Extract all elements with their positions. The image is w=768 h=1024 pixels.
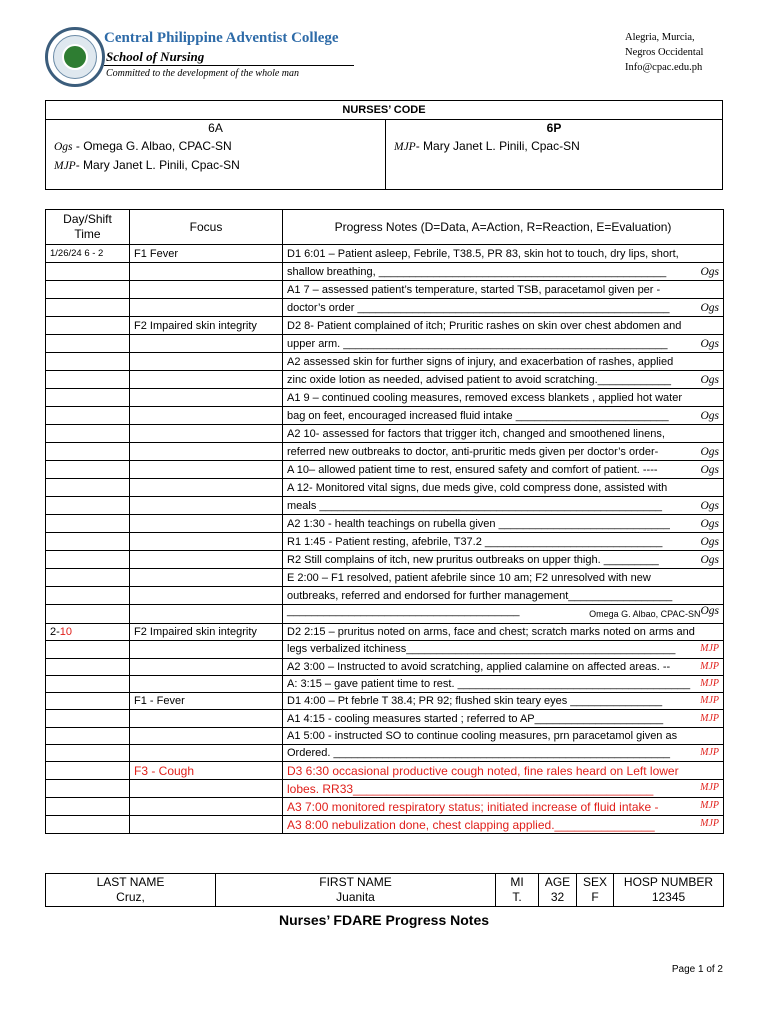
table-row — [46, 693, 724, 710]
progress-note-cell — [283, 710, 724, 727]
focus-cell — [130, 745, 283, 762]
focus-cell — [130, 569, 283, 587]
note-text: D3 6:30 occasional productive cough noted, fine rales heard on Left lower — [287, 763, 679, 778]
note-text: R1 1:45 - Patient resting, afebrile, T37.2 _____________________________ — [287, 535, 663, 548]
table-row — [46, 727, 724, 744]
note-text: A 12- Monitored vital signs, due meds give, cold compress done, assisted with — [287, 481, 668, 494]
focus-cell — [130, 497, 283, 515]
progress-note-cell — [283, 425, 724, 443]
day-shift-cell — [46, 263, 130, 281]
sex-cell: SEX F — [577, 874, 614, 907]
note-text: A: 3:15 – gave patient time to rest. ______________________________________ — [287, 678, 691, 691]
nurse-signature-initials: Ogs — [700, 373, 719, 386]
progress-note-cell — [283, 587, 724, 605]
note-text: A1 4:15 - cooling measures started ; referred to AP_____________________ — [287, 712, 664, 725]
note-text: Ordered. _______________________________________________________ — [287, 747, 670, 760]
day-shift-cell — [46, 389, 130, 407]
nurse-signature-initials: Ogs — [700, 535, 719, 548]
nurses-code-title: NURSES’ CODE — [46, 101, 722, 120]
day-shift-cell — [46, 317, 130, 335]
note-text: meals ________________________________________________________ — [287, 499, 662, 512]
progress-note-cell — [283, 263, 724, 281]
note-text: A2 assessed skin for further signs of injury, and exacerbation of rashes, applied — [287, 355, 674, 368]
progress-note-cell — [283, 371, 724, 389]
note-text: A1 5:00 - instructed SO to continue cooling measures, prn paracetamol given as — [287, 729, 678, 742]
day-shift-cell — [46, 745, 130, 762]
nurse-signature-initials: MJP — [700, 799, 719, 811]
day-shift-cell — [46, 624, 130, 641]
focus-cell — [130, 551, 283, 569]
progress-note-cell — [283, 745, 724, 762]
focus-cell — [130, 281, 283, 299]
focus-cell — [130, 407, 283, 425]
table-row — [46, 299, 724, 317]
progress-note-cell — [283, 762, 724, 780]
table-row — [46, 443, 724, 461]
focus-cell — [130, 479, 283, 497]
day-shift-cell — [46, 710, 130, 727]
progress-note-cell — [283, 281, 724, 299]
progress-note-cell — [283, 780, 724, 798]
address-email: Info@cpac.edu.ph — [625, 62, 703, 73]
focus-cell — [130, 425, 283, 443]
progress-note-cell — [283, 407, 724, 425]
address-line: Alegria, Murcia, — [625, 32, 695, 43]
note-text: zinc oxide lotion as needed, advised patient to avoid scratching.____________ — [287, 373, 672, 386]
note-text: bag on feet, encouraged increased fluid intake _________________________ — [287, 409, 669, 422]
table-row — [46, 281, 724, 299]
focus-cell — [130, 335, 283, 353]
focus-cell — [130, 389, 283, 407]
nurse-signature-initials: MJP — [700, 817, 719, 829]
day-shift-time-header: Day/Shift Time — [46, 210, 130, 245]
day-shift-cell — [46, 798, 130, 816]
table-row — [46, 710, 724, 727]
nurse-initials: MJP — [54, 160, 76, 172]
table-row — [46, 317, 724, 335]
table-row — [46, 245, 724, 263]
note-text: A1 9 – continued cooling measures, removed excess blankets , applied hot water — [287, 391, 683, 404]
day-shift-cell — [46, 461, 130, 479]
table-row — [46, 658, 724, 675]
nurse-signature-initials: Ogs — [700, 445, 719, 458]
table-row — [46, 497, 724, 515]
table-row — [46, 263, 724, 281]
day-shift-cell — [46, 371, 130, 389]
table-row — [46, 551, 724, 569]
nurse-signature-initials: MJP — [700, 712, 719, 724]
focus-cell — [130, 299, 283, 317]
progress-note-cell — [283, 727, 724, 744]
progress-note-cell — [283, 641, 724, 658]
table-row — [46, 780, 724, 798]
day-shift-cell — [46, 353, 130, 371]
table-row — [46, 389, 724, 407]
focus-cell — [130, 780, 283, 798]
note-text: A2 1:30 - health teachings on rubella given ____________________________ — [287, 517, 670, 530]
focus-cell — [130, 443, 283, 461]
note-text: upper arm. _____________________________________________________ — [287, 337, 668, 350]
table-row — [46, 605, 724, 624]
focus-cell: F1 - Fever — [130, 693, 283, 710]
shift-6a-column — [46, 120, 386, 189]
progress-note-cell — [283, 551, 724, 569]
table-row — [46, 675, 724, 692]
table-row — [46, 515, 724, 533]
middle-initial-cell: MI T. — [496, 874, 539, 907]
day-shift-cell — [46, 816, 130, 834]
shift-label: 6P — [546, 121, 562, 135]
shift-start: 2- — [50, 626, 60, 639]
last-name-cell: LAST NAME Cruz, — [46, 874, 216, 907]
nurse-name: - Mary Janet L. Pinili, Cpac-SN — [75, 158, 240, 172]
progress-note-cell — [283, 605, 724, 624]
focus-cell — [130, 587, 283, 605]
focus-cell — [130, 263, 283, 281]
focus-cell — [130, 658, 283, 675]
nurse-signature-initials: Ogs — [700, 301, 719, 314]
day-shift-cell: 1/26/24 6 - 2 — [46, 245, 130, 263]
page-number: Page 1 of 2 — [671, 964, 723, 975]
progress-notes-header: Progress Notes (D=Data, A=Action, R=Reaction, E=Evaluation) — [283, 210, 724, 245]
day-shift-cell — [46, 497, 130, 515]
day-shift-cell — [46, 425, 130, 443]
day-shift-cell — [46, 727, 130, 744]
day-shift-cell — [46, 587, 130, 605]
nurse-signature-initials: Ogs — [700, 409, 719, 422]
day-shift-cell — [46, 780, 130, 798]
day-shift-cell — [46, 407, 130, 425]
nurse-signature-initials: MJP — [700, 643, 719, 655]
nurse-signature-initials: MJP — [700, 678, 719, 690]
college-name: Central Philippine Adventist College — [104, 30, 339, 46]
progress-note-cell — [283, 299, 724, 317]
progress-note-cell — [283, 317, 724, 335]
progress-note-cell — [283, 533, 724, 551]
nurses-code-box — [45, 100, 723, 190]
table-row — [46, 641, 724, 658]
progress-note-cell — [283, 816, 724, 834]
progress-note-cell — [283, 353, 724, 371]
day-shift-cell — [46, 658, 130, 675]
shift-end: 10 — [59, 626, 73, 639]
table-row — [46, 533, 724, 551]
progress-note-cell — [283, 675, 724, 692]
progress-note-cell — [283, 335, 724, 353]
day-shift-cell — [46, 605, 130, 624]
table-row — [46, 371, 724, 389]
focus-cell — [130, 515, 283, 533]
day-shift-cell — [46, 762, 130, 780]
note-text: A2 10- assessed for factors that trigger itch, changed and smoothened linens, — [287, 427, 665, 440]
progress-note-cell — [283, 693, 724, 710]
hosp-number-cell: HOSP NUMBER 12345 — [614, 874, 724, 907]
day-shift-cell — [46, 479, 130, 497]
nurse-signature-initials: Ogs — [700, 605, 719, 617]
day-shift-cell — [46, 281, 130, 299]
day-shift-cell — [46, 641, 130, 658]
day-shift-cell — [46, 299, 130, 317]
nurse-initials: Ogs — [54, 141, 73, 153]
nurse-signature-initials: MJP — [700, 660, 719, 672]
focus-cell — [130, 641, 283, 658]
address-line: Negros Occidental — [625, 47, 704, 58]
patient-info-row — [46, 874, 724, 907]
document-title: Nurses’ FDARE Progress Notes — [278, 912, 490, 928]
note-text: A 10– allowed patient time to rest, ensured safety and comfort of patient. ---- — [287, 463, 658, 476]
note-text: doctor’s order ___________________________________________________ — [287, 301, 670, 314]
note-text: shallow breathing, _______________________________________________ — [287, 265, 667, 278]
focus-cell: F1 Fever — [130, 245, 283, 263]
note-text: D1 6:01 – Patient asleep, Febrile, T38.5, PR 83, skin hot to touch, dry lips, short, — [287, 247, 679, 260]
table-row — [46, 353, 724, 371]
note-text: lobes. RR33_____________________________________________ — [287, 781, 654, 796]
age-cell: AGE 32 — [539, 874, 577, 907]
nurse-signature-initials: Ogs — [700, 265, 719, 278]
focus-cell — [130, 816, 283, 834]
seal-emblem — [62, 44, 88, 70]
first-name-cell: FIRST NAME Juanita — [216, 874, 496, 907]
focus-cell — [130, 461, 283, 479]
progress-note-cell — [283, 515, 724, 533]
progress-note-cell — [283, 389, 724, 407]
day-shift-cell — [46, 515, 130, 533]
day-shift-cell — [46, 533, 130, 551]
note-text: E 2:00 – F1 resolved, patient afebrile since 10 am; F2 unresolved with new — [287, 571, 651, 584]
progress-note-cell — [283, 245, 724, 263]
progress-note-cell — [283, 443, 724, 461]
progress-note-cell — [283, 624, 724, 641]
nurse-signature-initials: Ogs — [700, 553, 719, 566]
day-shift-cell — [46, 675, 130, 692]
table-row — [46, 624, 724, 641]
focus-cell — [130, 675, 283, 692]
table-row — [46, 335, 724, 353]
note-text: D2 8- Patient complained of itch; Pruritic rashes on skin over chest abdomen and — [287, 319, 682, 332]
table-row — [46, 461, 724, 479]
focus-cell — [130, 727, 283, 744]
progress-note-cell — [283, 497, 724, 515]
note-text: ______________________________________ — [287, 605, 520, 617]
focus-cell — [130, 605, 283, 624]
nurse-code-entry — [46, 137, 385, 156]
shift-6p-column — [386, 120, 722, 189]
header-divider — [104, 65, 354, 66]
focus-cell — [130, 371, 283, 389]
college-address — [625, 30, 703, 75]
note-text: D2 2:15 – pruritus noted on arms, face and chest; scratch marks noted on arms and — [287, 626, 695, 639]
focus-cell — [130, 533, 283, 551]
table-row — [46, 587, 724, 605]
college-motto: Committed to the development of the whole man — [106, 68, 300, 79]
nurse-signature-initials: MJP — [700, 747, 719, 759]
table-row — [46, 407, 724, 425]
note-text: R2 Still complains of itch, new pruritus outbreaks on upper thigh. _________ — [287, 553, 659, 566]
focus-cell: F2 Impaired skin integrity — [130, 317, 283, 335]
note-text: referred new outbreaks to doctor, anti-pruritic meds given per doctor’s order- — [287, 445, 659, 458]
progress-note-cell — [283, 479, 724, 497]
day-shift-cell — [46, 569, 130, 587]
nurse-signature-initials: Ogs — [700, 337, 719, 350]
note-text: A2 3:00 – Instructed to avoid scratching, applied calamine on affected areas. -- — [287, 660, 671, 673]
nurse-signature-initials: MJP — [700, 781, 719, 793]
signature-name: Omega G. Albao, CPAC-SN — [589, 609, 701, 619]
table-row — [46, 798, 724, 816]
school-name: School of Nursing — [106, 49, 205, 64]
day-shift-cell — [46, 693, 130, 710]
focus-header: Focus — [130, 210, 283, 245]
note-text: legs verbalized itchiness____________________________________________ — [287, 643, 676, 656]
nurse-signature-initials: Ogs — [700, 499, 719, 512]
focus-cell — [130, 710, 283, 727]
note-text: A1 7 – assessed patient’s temperature, started TSB, paracetamol given per - — [287, 283, 661, 296]
focus-cell — [130, 353, 283, 371]
table-row — [46, 816, 724, 834]
nurse-code-entry — [46, 156, 385, 175]
shift-label: 6A — [208, 121, 223, 135]
table-row — [46, 762, 724, 780]
day-shift-cell — [46, 335, 130, 353]
progress-notes-table — [45, 209, 724, 834]
progress-note-cell — [283, 569, 724, 587]
note-text: A3 8:00 nebulization done, chest clapping applied._______________ — [287, 817, 655, 832]
patient-info-table — [45, 873, 724, 907]
focus-cell: F3 - Cough — [130, 762, 283, 780]
nurse-signature-initials: Ogs — [700, 463, 719, 476]
table-row — [46, 745, 724, 762]
note-text: outbreaks, referred and endorsed for further management_________________ — [287, 589, 673, 602]
day-shift-cell — [46, 551, 130, 569]
focus-cell — [130, 798, 283, 816]
note-text: A3 7:00 monitored respiratory status; initiated increase of fluid intake - — [287, 799, 659, 814]
nurse-signature-initials: MJP — [700, 695, 719, 707]
focus-cell: F2 Impaired skin integrity — [130, 624, 283, 641]
progress-note-cell — [283, 798, 724, 816]
nurse-code-entry — [386, 137, 722, 156]
note-text: D1 4:00 – Pt febrle T 38.4; PR 92; flushed skin teary eyes _______________ — [287, 695, 663, 708]
table-header-row — [46, 210, 724, 245]
nurse-signature-initials: Ogs — [700, 517, 719, 530]
table-row — [46, 425, 724, 443]
college-seal-logo — [45, 27, 105, 87]
nurse-initials: MJP — [394, 141, 416, 153]
table-row — [46, 569, 724, 587]
progress-note-cell — [283, 658, 724, 675]
nurse-name: - Omega G. Albao, CPAC-SN — [72, 139, 232, 153]
day-shift-cell — [46, 443, 130, 461]
nurse-name: - Mary Janet L. Pinili, Cpac-SN — [415, 139, 580, 153]
progress-note-cell — [283, 461, 724, 479]
table-row — [46, 479, 724, 497]
